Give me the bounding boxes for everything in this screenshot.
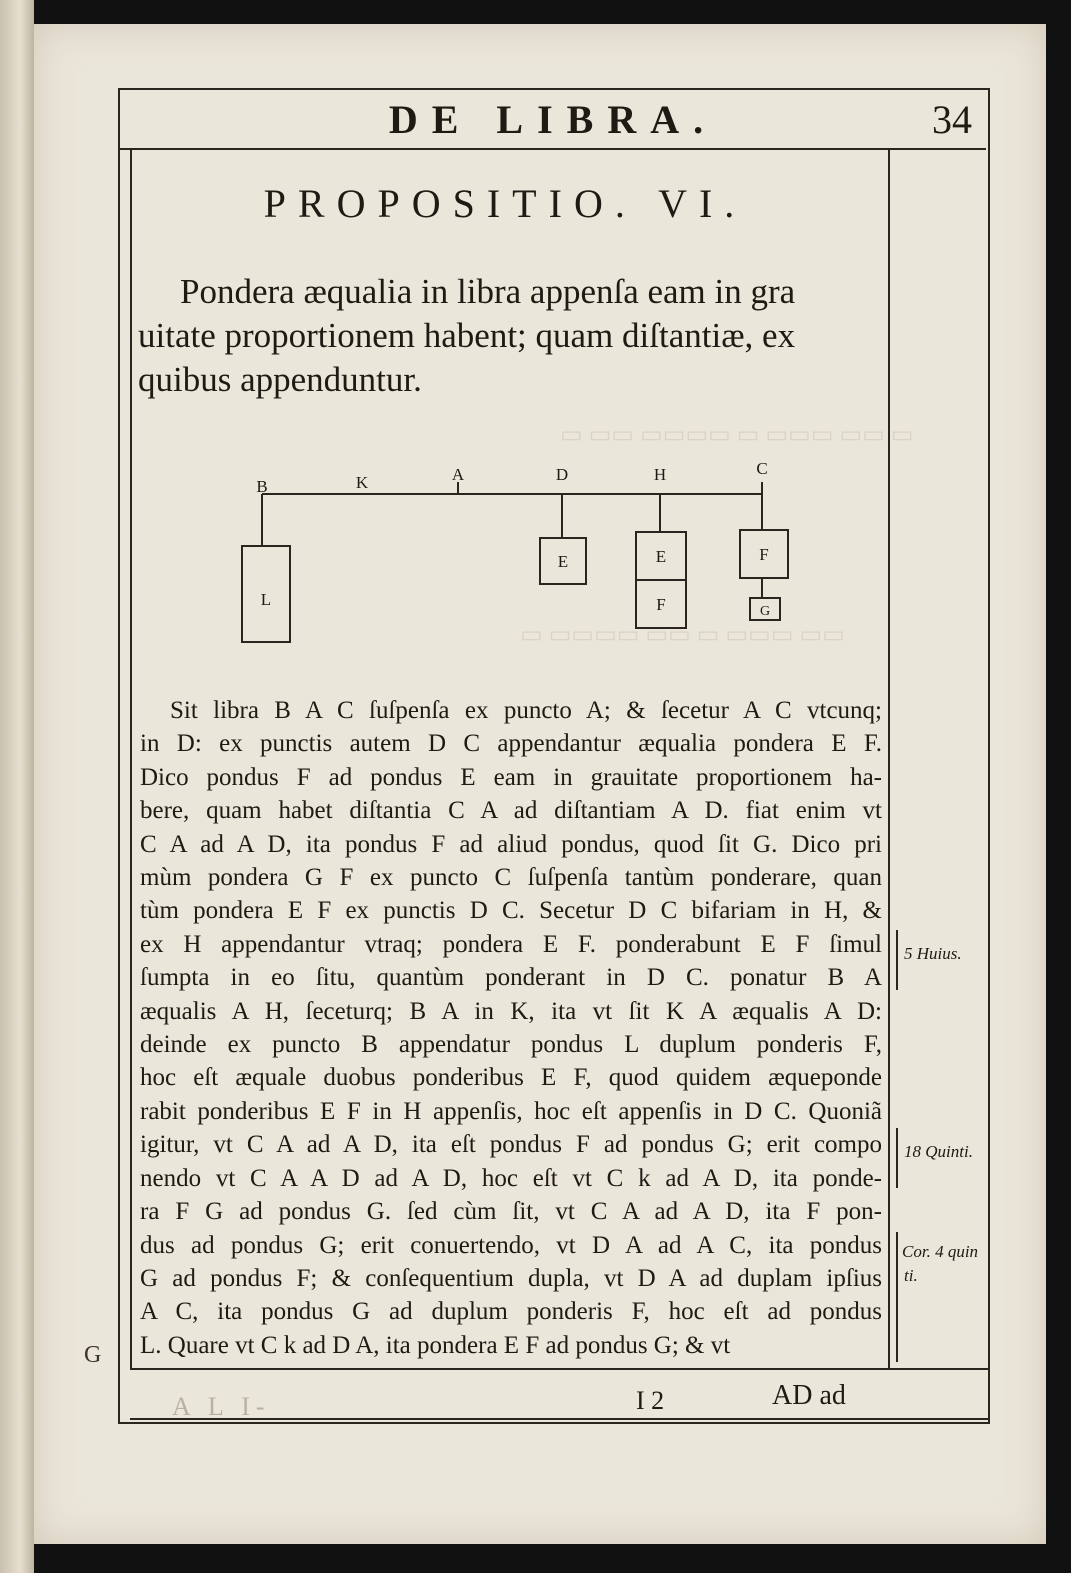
margin-rule bbox=[896, 930, 898, 990]
beam-label-a: A bbox=[451, 465, 465, 484]
margin-mark-left: G bbox=[84, 1342, 102, 1368]
enunciation-line: Pondera æqualia in libra appenſa eam in gra bbox=[180, 272, 796, 311]
enunciation-line: quibus appenduntur. bbox=[138, 360, 422, 399]
weight-label-e-h: E bbox=[655, 547, 667, 566]
footer-rule-top bbox=[130, 1368, 990, 1370]
body-line: Sit libra B A C ſuſpenſa ex puncto A; & ſecetur A C vtcunq; bbox=[170, 697, 882, 724]
margin-note-cor: Cor. 4 quin bbox=[902, 1242, 979, 1261]
body-line: hoc eſt æquale duobus ponderibus E F, quod quidem æqueponde bbox=[140, 1064, 882, 1092]
body-line: A C, ita pondus G ad duplum ponderis F, hoc eſt ad pondus bbox=[140, 1298, 882, 1326]
signature-mark: I 2 bbox=[636, 1386, 665, 1415]
weight-label-l: L bbox=[260, 590, 272, 609]
proposition-enunciation bbox=[138, 270, 878, 402]
weight-label-g: G bbox=[759, 604, 771, 619]
weight-label-f-c: F bbox=[759, 545, 769, 564]
show-through-ghost: ▭ ▭▭ ▭▭▭ ▭ ▭▭▭▭ ▭▭ ▭ bbox=[560, 422, 914, 448]
body-line: igitur, vt C A ad A D, ita eſt pondus F ad pondus G; erit compo bbox=[140, 1131, 882, 1159]
beam-label-h: H bbox=[653, 465, 667, 484]
proposition-title: PROPOSITIO. VI. bbox=[263, 181, 747, 226]
adjacent-leaf-edge bbox=[0, 0, 34, 1573]
body-line: G ad pondus F; & conſequentium dupla, vt D A ad duplam ipſius bbox=[140, 1264, 882, 1292]
body-line: Dico pondus F ad pondus E eam in grauitate proportionem ha- bbox=[140, 763, 882, 791]
beam-label-d: D bbox=[555, 465, 569, 484]
weight-label-f-h: F bbox=[656, 595, 666, 614]
body-line: ex H appendantur vtraq; pondera E F. ponderabunt E F ſimul bbox=[140, 930, 882, 958]
body-line: C A ad A D, ita pondus F ad aliud pondus, quod ſit G. Dico pri bbox=[140, 830, 882, 858]
body-line: dus ad pondus G; erit conuertendo, vt D A ad A C, ita pondus bbox=[140, 1231, 882, 1259]
body-line: mùm pondera G F ex puncto C ſuſpenſa tantùm ponderare, quan bbox=[140, 864, 882, 892]
body-line: in D: ex punctis autem D C appendantur æqualia pondera E F. bbox=[140, 730, 882, 758]
margin-note-quinti: 18 Quinti. bbox=[904, 1142, 973, 1161]
page-number: 34 bbox=[932, 97, 972, 142]
weight-label-e-d: E bbox=[557, 552, 569, 571]
margin-rule bbox=[896, 1128, 898, 1188]
margin-rule bbox=[896, 1232, 898, 1362]
body-line: deinde ex puncto B appendatur pondus L duplum ponderis F, bbox=[140, 1031, 882, 1059]
show-through-text: A L I- bbox=[172, 1392, 271, 1421]
margin-note-cor-cont: ti. bbox=[904, 1266, 918, 1285]
body-line: tùm pondera E F ex punctis D C. Secetur D C bifariam in H, & bbox=[140, 897, 882, 925]
show-through-ghost: ▭▭ ▭▭▭ ▭ ▭▭ ▭▭▭▭ ▭ bbox=[520, 622, 845, 648]
body-line: ra F G ad pondus G. ſed cùm ſit, vt C A ad A D, ita F pon- bbox=[140, 1198, 882, 1226]
balance-diagram bbox=[220, 460, 820, 660]
body-line: bere, quam habet diſtantia C A ad diſtantiam A D. fiat enim vt bbox=[140, 797, 882, 825]
running-title: DE LIBRA. bbox=[388, 97, 718, 142]
body-line: L. Quare vt C k ad D A, ita pondera E F ad pondus G; & vt bbox=[140, 1331, 731, 1359]
beam-label-b: B bbox=[256, 477, 268, 496]
beam-label-c: C bbox=[756, 460, 768, 478]
catchword: AD ad bbox=[772, 1380, 846, 1411]
body-line: æqualis A H, ſeceturq; B A in K, ita vt ſit K A æqualis A D: bbox=[140, 997, 882, 1025]
body-line: ſumpta in eo ſitu, quantùm ponderant in D C. ponatur B A bbox=[140, 964, 882, 992]
proof-body bbox=[140, 694, 882, 1362]
body-line: rabit ponderibus E F in H appenſis, hoc eſt appenſis in D C. Quoniã bbox=[140, 1097, 882, 1125]
running-head bbox=[120, 92, 986, 150]
margin-note-huius: 5 Huius. bbox=[904, 944, 962, 963]
enunciation-line: uitate proportionem habent; quam diſtantiæ, ex bbox=[138, 316, 796, 355]
beam-label-k: K bbox=[355, 473, 369, 492]
body-line: nendo vt C A A D ad A D, hoc eſt vt C k ad A D, ita ponde- bbox=[140, 1164, 882, 1192]
